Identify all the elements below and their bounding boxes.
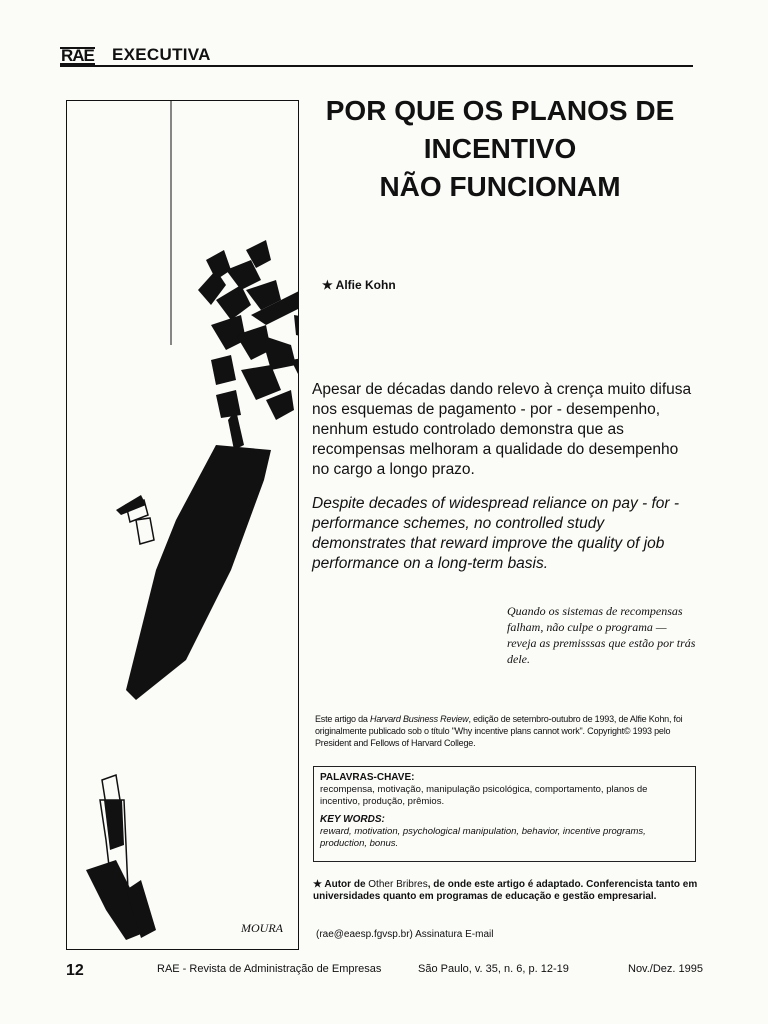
keywords-pt: recompensa, motivação, manipulação psicológica, comportamento, planos de incentivo, produção, prêmios. [320,784,648,807]
abstract-portuguese: Apesar de décadas dando relevo à crença muito difusa nos esquemas de pagamento - por - desempenho, nenhum estudo controlado demonstra que as recompensas melhoram a qualidade do desempenho no cargo a longo prazo. [312,381,692,478]
footer-citation: São Paulo, v. 35, n. 6, p. 12-19 [418,963,569,975]
title-line-2: INCENTIVO [423,133,577,164]
author-note [313,879,703,903]
note-book: Other Bribres [368,879,428,890]
star-icon: ★ [313,879,322,890]
keywords-en-label: KEY WORDS: [320,814,385,825]
carrot-leaves-icon [198,240,299,420]
title-line-3: NÃO FUNCIONAM [379,171,621,202]
person-figure-icon [86,775,156,940]
title-line-1: POR QUE OS PLANOS DE [325,95,675,126]
footer-journal: RAE - Revista de Administração de Empresas [157,963,382,975]
source-journal: Harvard Business Review [370,714,469,724]
journal-logo: RAE [61,46,94,65]
source-text-before: Este artigo da [315,714,371,724]
header-divider [60,65,693,67]
illustrator-signature: MOURA [241,921,283,935]
star-icon: ★ [322,278,333,292]
author-line [322,278,396,292]
carrot-body-icon [126,445,271,700]
abstract-english: Despite decades of widespread reliance on pay - for - performance schemes, no controlled study demonstrates that reward improve the quality of job performance on a long-term basis. [312,495,680,572]
note-text-before: Autor de [324,879,369,890]
article-title [300,92,700,206]
author-name: Alfie Kohn [335,278,396,292]
page-number: 12 [66,962,84,979]
email-line: (rae@eaesp.fgvsp.br) Assinatura E-mail [316,929,494,940]
keywords-box [313,766,696,862]
section-title: EXECUTIVA [112,45,211,64]
footer-date: Nov./Dez. 1995 [628,963,704,975]
carrot-illustration [66,100,299,950]
keywords-en: reward, motivation, psychological manipulation, behavior, incentive programs, production, bonus. [320,826,646,849]
pull-quote: Quando os sistemas de recompensas falham, não culpe o programa — reveja as premisssas que estão por trás dele. [507,604,696,666]
note-text-after: , de onde este artigo é adaptado. Conferencista tanto em universidades quanto em programas de educação e gestão empresarial. [313,879,698,902]
source-note [315,713,700,749]
source-text-after: , edição de setembro-outubro de 1993, de Alfie Kohn, foi originalmente publicado sob o título "Why incentive plans cannot work". Copyright© 1993 pelo President and Fellows of Harvard College. [315,714,683,748]
keywords-pt-label: PALAVRAS-CHAVE: [320,772,415,783]
